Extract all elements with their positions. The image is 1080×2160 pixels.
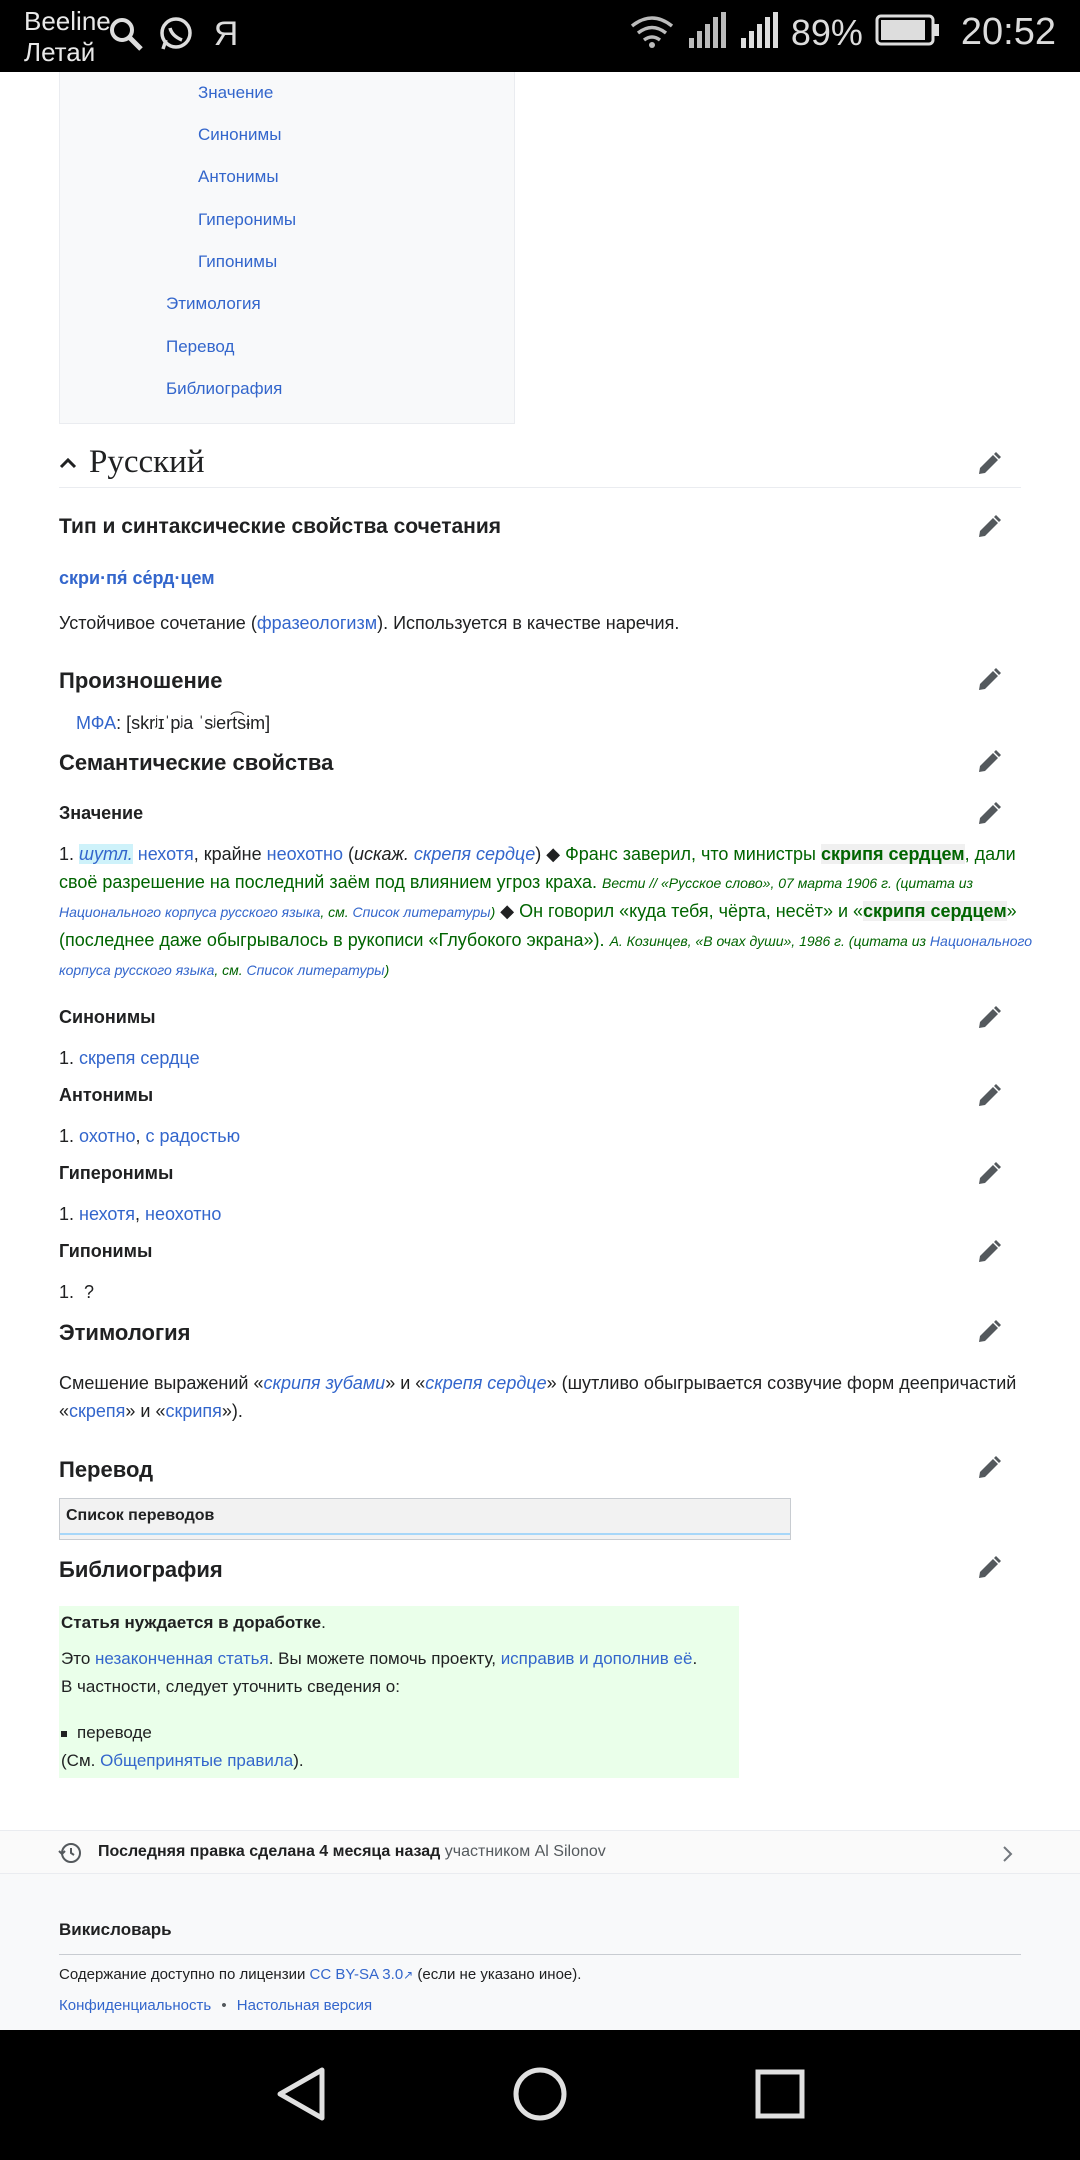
link-edit-article[interactable]: исправив и дополнив её: [500, 1649, 693, 1668]
home-icon[interactable]: [510, 2064, 570, 2124]
toc-item-antonyms[interactable]: Антонимы: [198, 167, 279, 186]
semantic-title: Семантические свойства: [59, 750, 334, 775]
yandex-icon: Я: [213, 14, 239, 53]
notice-bullet: переводе: [61, 1720, 152, 1746]
link-corpus[interactable]: корпуса русского языка: [59, 962, 215, 978]
link-skrepya-serdtse[interactable]: скрепя сердце: [413, 844, 536, 864]
table-of-contents: [59, 72, 515, 424]
meaning-line-1: 1. шутл. нехотя, крайне неохотно (искаж. скрепя сердце) ◆ Франс заверил, что министры скрипя сердцем, дали: [59, 844, 1016, 864]
license-text: Содержание доступно по лицензии CC BY-SA 3.0↗ (если не указано иное).: [59, 1966, 582, 1983]
edit-pencil-icon[interactable]: [976, 749, 1002, 775]
link-hypernym[interactable]: неохотно: [145, 1204, 222, 1224]
hypernyms-title: Гиперонимы: [59, 1163, 174, 1183]
last-edit-text: Последняя правка сделана 4 месяца назад участником Al Silonov: [98, 1843, 606, 1860]
bullet-icon: [61, 1731, 67, 1737]
footer: [0, 1874, 1080, 2030]
edit-pencil-icon[interactable]: [976, 667, 1002, 693]
edit-pencil-icon[interactable]: [976, 1455, 1002, 1481]
link-nehotya[interactable]: нехотя: [137, 844, 194, 864]
meaning-line-4: (последнее даже обыгрывалось в рукописи «Глубокого экрана»). А. Козинцев, «В очах души», 1986 г. (цитата из Национального: [59, 930, 1033, 950]
hypernyms-list: 1. нехотя, неохотно: [59, 1204, 222, 1224]
link-antonym[interactable]: охотно: [79, 1126, 136, 1146]
edit-pencil-icon[interactable]: [976, 1005, 1002, 1031]
link-literature[interactable]: Список литературы: [246, 962, 385, 978]
link-skrepya-serdtse[interactable]: скрепя сердце: [425, 1373, 547, 1393]
edit-pencil-icon[interactable]: [976, 1555, 1002, 1581]
toc-item-meaning[interactable]: Значение: [198, 83, 274, 102]
toc-item-synonyms[interactable]: Синонимы: [198, 125, 282, 144]
label-humor[interactable]: шутл.: [79, 844, 133, 864]
etymology-title: Этимология: [59, 1320, 191, 1345]
link-phraseologism[interactable]: фразеологизм: [256, 613, 378, 633]
edit-pencil-icon[interactable]: [976, 1161, 1002, 1187]
wifi-icon: [629, 10, 675, 55]
system-indicators: [629, 10, 1056, 55]
etymology-line-1: Смешение выражений «скрипя зубами» и «скрепя сердце» (шутливо обыгрывается созвучие форм деепричастий: [59, 1373, 1017, 1393]
meaning-line-3: Национального корпуса русского языка, см. Список литературы) ◆ Он говорил «куда тебя, чёрта, несёт» и «скрипя сердцем»: [59, 901, 1017, 921]
toc-item-translation[interactable]: Перевод: [166, 337, 235, 356]
type-description: Устойчивое сочетание (фразеологизм). Используется в качестве наречия.: [59, 613, 680, 633]
last-edit-bar[interactable]: [0, 1830, 1080, 1874]
edit-pencil-icon[interactable]: [976, 451, 1002, 477]
translation-title: Перевод: [59, 1457, 154, 1482]
translations-box-label: Список переводов: [66, 1507, 215, 1524]
back-icon[interactable]: [272, 2064, 332, 2124]
language-title: Русский: [89, 444, 205, 480]
antonyms-title: Антонимы: [59, 1085, 154, 1105]
edit-pencil-icon[interactable]: [976, 1083, 1002, 1109]
battery-icon: [875, 13, 941, 52]
notice-title: Статья нуждается в доработке.: [61, 1613, 326, 1632]
link-desktop-version[interactable]: Настольная версия: [236, 1997, 373, 2014]
meaning-title: Значение: [59, 803, 144, 823]
link-ipa[interactable]: МФА: [76, 713, 117, 733]
meaning-line-2: своё разрешение на последний заём под влиянием угроз краха. Вести // «Русское слово», 07 марта 1906 г. (цитата из: [59, 872, 973, 892]
link-antonym[interactable]: с радостью: [145, 1126, 241, 1146]
hyponyms-list: 1. ?: [59, 1282, 95, 1302]
clock: 20:52: [960, 11, 1056, 53]
link-rules[interactable]: Общепринятые правила: [100, 1751, 294, 1770]
link-skripya-zubami[interactable]: скрипя зубами: [263, 1373, 386, 1393]
notice-line-1: Это незаконченная статья. Вы можете помочь проекту, исправив и дополнив её.: [61, 1649, 698, 1668]
recents-icon[interactable]: [750, 2064, 810, 2124]
search-icon: [106, 14, 146, 54]
link-corpus[interactable]: Национального: [929, 933, 1033, 949]
link-skrepya[interactable]: скрепя: [69, 1401, 126, 1421]
link-hypernym[interactable]: нехотя: [79, 1204, 135, 1224]
translations-divider: [60, 1533, 790, 1535]
link-license[interactable]: CC BY-SA 3.0: [309, 1966, 404, 1983]
edit-pencil-icon[interactable]: [976, 514, 1002, 540]
footer-links: Конфиденциальность • Настольная версия: [59, 1997, 373, 2014]
edit-pencil-icon[interactable]: [976, 1239, 1002, 1265]
link-corpus[interactable]: Национального корпуса русского языка: [59, 904, 321, 920]
chevron-up-icon[interactable]: [59, 454, 77, 472]
etymology-line-2: «скрепя» и «скрипя»).: [59, 1401, 243, 1421]
history-icon: [58, 1841, 82, 1865]
notice-line-2: В частности, следует уточнить сведения о:: [61, 1677, 400, 1696]
stub-notice: [59, 1606, 739, 1778]
toc-item-hyponyms[interactable]: Гипонимы: [198, 252, 278, 271]
link-privacy[interactable]: Конфиденциальность: [59, 1997, 212, 2014]
pronunciation-line: МФА: [skrʲɪˈpʲa ˈsʲert͡sɨm]: [76, 713, 271, 733]
battery-percent: 89%: [790, 11, 863, 53]
translations-box[interactable]: [59, 1498, 791, 1540]
status-bar: [0, 0, 1080, 72]
toc-item-etymology[interactable]: Этимология: [166, 294, 261, 313]
language-section-header[interactable]: [59, 440, 1021, 488]
edit-pencil-icon[interactable]: [976, 801, 1002, 827]
carrier-label: Beeline Летай: [24, 6, 111, 67]
link-skripya[interactable]: скрипя: [165, 1401, 222, 1421]
whatsapp-icon: [156, 14, 196, 54]
notification-icons: [106, 14, 246, 54]
link-literature[interactable]: Список литературы: [352, 904, 491, 920]
synonyms-list: 1. скрепя сердце: [59, 1048, 200, 1068]
site-name: Викисловарь: [59, 1920, 172, 1939]
link-stub-article[interactable]: незаконченная статья: [95, 1649, 269, 1668]
edit-pencil-icon[interactable]: [976, 1319, 1002, 1345]
type-section-title: Тип и синтаксические свойства сочетания: [59, 515, 502, 538]
chevron-right-icon: [1001, 1845, 1015, 1863]
hyponyms-title: Гипонимы: [59, 1241, 153, 1261]
link-neohotno[interactable]: неохотно: [266, 844, 343, 864]
synonyms-title: Синонимы: [59, 1007, 156, 1027]
signal-icon: [739, 10, 779, 55]
navigation-bar: [0, 2030, 1080, 2160]
meaning-line-5: корпуса русского языка, см. Список литературы): [59, 962, 390, 978]
antonyms-list: 1. охотно, с радостью: [59, 1126, 241, 1146]
toc-item-hypernyms[interactable]: Гиперонимы: [198, 210, 297, 229]
bibliography-title: Библиография: [59, 1557, 223, 1582]
toc-item-bibliography[interactable]: Библиография: [166, 379, 283, 398]
pronunciation-title: Произношение: [59, 668, 223, 693]
footer-divider: [59, 1954, 1021, 1955]
notice-line-3: (См. Общепринятые правила).: [61, 1751, 304, 1770]
external-link-icon: ↗: [403, 1968, 414, 1982]
headword: скри·пя́ се́рд·цем: [59, 568, 215, 588]
link-synonym[interactable]: скрепя сердце: [79, 1048, 200, 1068]
signal-icon: [687, 10, 727, 55]
